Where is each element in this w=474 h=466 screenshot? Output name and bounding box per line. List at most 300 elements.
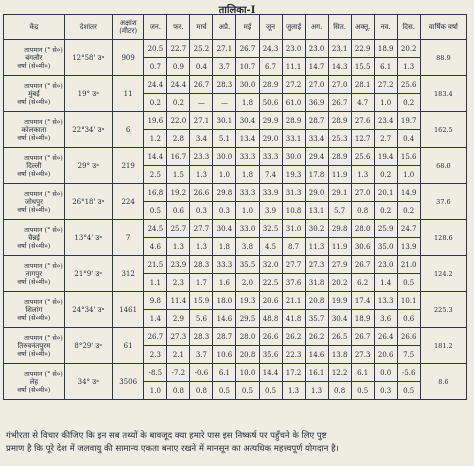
altitude-cell: 6 xyxy=(112,112,143,148)
altitude-cell: 224 xyxy=(112,184,143,220)
rainfall-cell: 3.6 xyxy=(374,310,397,328)
temperature-cell: 23.3 xyxy=(190,148,213,166)
temperature-cell: 30.0 xyxy=(282,148,305,166)
rainfall-cell: 5.7 xyxy=(328,202,351,220)
temperature-cell: 20.2 xyxy=(397,40,420,58)
rainfall-cell: 18.9 xyxy=(351,310,374,328)
rainfall-cell: 13.1 xyxy=(305,202,328,220)
rainfall-cell: 0.2 xyxy=(144,94,167,112)
station-cell xyxy=(4,256,65,292)
temperature-label: तापमान (° से०) xyxy=(24,45,63,54)
temperature-cell: 28.9 xyxy=(328,148,351,166)
rainfall-label: वर्षा (से०मी०) xyxy=(17,205,51,214)
temperature-cell: 32.5 xyxy=(259,220,282,238)
temperature-cell: 29.0 xyxy=(305,184,328,202)
temperature-cell: 20.5 xyxy=(144,40,167,58)
annual-rainfall-cell: 88.9 xyxy=(420,40,466,76)
temperature-cell: 29.8 xyxy=(213,184,236,202)
rainfall-cell: 14.7 xyxy=(305,58,328,76)
rainfall-cell: 12.7 xyxy=(351,130,374,148)
temperature-cell: 26.7 xyxy=(190,76,213,94)
rainfall-cell: 4.5 xyxy=(259,238,282,256)
rainfall-cell: 2.8 xyxy=(167,130,190,148)
station-name: चैन्नई xyxy=(27,233,40,242)
temperature-cell: 25.6 xyxy=(351,148,374,166)
rainfall-cell: 3.7 xyxy=(213,58,236,76)
temperature-cell: 31.0 xyxy=(282,220,305,238)
rainfall-cell: 36.9 xyxy=(305,94,328,112)
temperature-cell: 19.7 xyxy=(397,112,420,130)
rainfall-cell: 20.6 xyxy=(374,346,397,364)
rainfall-label: वर्षा (से०मी०) xyxy=(17,277,51,286)
station-cell xyxy=(4,292,65,328)
annual-rainfall-cell: 225.3 xyxy=(420,292,466,328)
rainfall-cell: 10.8 xyxy=(282,202,305,220)
rainfall-cell: 20.8 xyxy=(236,346,259,364)
temperature-cell: 30.0 xyxy=(213,148,236,166)
rainfall-cell: 0.3 xyxy=(190,202,213,220)
temperature-cell: 26.7 xyxy=(236,40,259,58)
temperature-label: तापमान (° से०) xyxy=(24,117,63,126)
rainfall-cell: 22.5 xyxy=(259,274,282,292)
rainfall-cell: 13.4 xyxy=(236,130,259,148)
rainfall-label: वर्षा (से०मी०) xyxy=(17,241,51,250)
header-cell: मार्च xyxy=(190,15,213,40)
table-row-temperature xyxy=(4,40,467,58)
rainfall-cell: 7.4 xyxy=(259,166,282,184)
station-cell xyxy=(4,76,65,112)
temperature-cell: 33.3 xyxy=(236,184,259,202)
temperature-cell: 28.9 xyxy=(259,76,282,94)
station-name: शिलांग xyxy=(25,305,43,314)
header-cell: मई xyxy=(236,15,259,40)
altitude-cell: 3506 xyxy=(112,364,143,400)
rainfall-cell: 30.6 xyxy=(351,238,374,256)
temperature-cell: 15.6 xyxy=(397,148,420,166)
station-cell xyxy=(4,112,65,148)
temperature-cell: 28.0 xyxy=(351,220,374,238)
rainfall-cell: 0.6 xyxy=(167,202,190,220)
paragraph-line: प्रमाण है कि पूरे देश में जलवायु की सामान्य एकता बनाए रखने में मानसून का अत्यधिक महत्त्वपूर्ण योगदान है। xyxy=(6,444,339,454)
table-row-temperature xyxy=(4,148,467,166)
altitude-cell: 1461 xyxy=(112,292,143,328)
table-body xyxy=(4,40,467,400)
temperature-cell: 15.9 xyxy=(190,292,213,310)
temperature-cell: 18.0 xyxy=(213,292,236,310)
temperature-cell: 26.7 xyxy=(144,328,167,346)
rainfall-cell: 0.7 xyxy=(144,58,167,76)
temperature-cell: 26.7 xyxy=(351,256,374,274)
temperature-cell: 30.4 xyxy=(213,220,236,238)
temperature-cell: 28.3 xyxy=(213,76,236,94)
station-name: बंगलौर xyxy=(25,53,43,62)
header-cell: फर. xyxy=(167,15,190,40)
temperature-cell: 26.5 xyxy=(328,328,351,346)
table-title: तालिका-I xyxy=(218,5,256,16)
table-row-temperature xyxy=(4,76,467,94)
temperature-cell: 28.3 xyxy=(190,256,213,274)
rainfall-cell: 4.7 xyxy=(351,94,374,112)
temperature-cell: 23.9 xyxy=(167,256,190,274)
temperature-cell: 27.1 xyxy=(190,112,213,130)
rainfall-cell: 0.5 xyxy=(397,274,420,292)
temperature-cell: 26.6 xyxy=(259,328,282,346)
temperature-cell: 27.9 xyxy=(328,256,351,274)
latitude-cell: 12°58' उ॰ xyxy=(64,40,112,76)
station-cell xyxy=(4,364,65,400)
temperature-cell: 14.9 xyxy=(397,184,420,202)
rainfall-cell: 7.5 xyxy=(397,346,420,364)
rainfall-cell: 1.3 xyxy=(190,166,213,184)
temperature-cell: 23.4 xyxy=(374,112,397,130)
temperature-cell: 19.3 xyxy=(236,292,259,310)
rainfall-cell: 0.4 xyxy=(190,58,213,76)
header-cell: जन. xyxy=(144,15,167,40)
temperature-cell: 18.9 xyxy=(374,40,397,58)
temperature-cell: 22.0 xyxy=(167,112,190,130)
temperature-cell: 24.5 xyxy=(144,220,167,238)
rainfall-label: वर्षा (से०मी०) xyxy=(17,385,51,394)
temperature-cell: 26.6 xyxy=(397,328,420,346)
temperature-cell: 33.3 xyxy=(213,256,236,274)
temperature-cell: 25.2 xyxy=(190,40,213,58)
temperature-cell: 29.9 xyxy=(259,112,282,130)
rainfall-label: वर्षा (से०मी०) xyxy=(17,97,51,106)
rainfall-cell: 0.5 xyxy=(351,382,374,400)
temperature-cell: 27.2 xyxy=(282,76,305,94)
rainfall-cell: 0.8 xyxy=(190,382,213,400)
temperature-cell: 25.7 xyxy=(167,220,190,238)
temperature-cell: 10.1 xyxy=(397,292,420,310)
rainfall-cell: 50.6 xyxy=(259,94,282,112)
temperature-cell: 19.4 xyxy=(374,148,397,166)
temperature-label: तापमान (° से०) xyxy=(24,369,63,378)
temperature-cell: 13.3 xyxy=(374,292,397,310)
rainfall-cell: 4.6 xyxy=(144,238,167,256)
station-cell xyxy=(4,328,65,364)
rainfall-cell: 35.0 xyxy=(374,238,397,256)
latitude-cell: 29° उ॰ xyxy=(64,148,112,184)
temperature-cell: 33.0 xyxy=(236,220,259,238)
rainfall-cell: 20.2 xyxy=(328,274,351,292)
rainfall-label: वर्षा (से०मी०) xyxy=(17,133,51,142)
temperature-cell: -0.6 xyxy=(190,364,213,382)
annual-rainfall-cell: 181.2 xyxy=(420,328,466,364)
rainfall-cell: 5.6 xyxy=(190,310,213,328)
temperature-cell: 32.0 xyxy=(259,256,282,274)
rainfall-cell: 6.7 xyxy=(259,58,282,76)
table-row-temperature xyxy=(4,256,467,274)
rainfall-cell: 1.0 xyxy=(397,166,420,184)
temperature-cell: 29.8 xyxy=(328,220,351,238)
rainfall-cell: 1.8 xyxy=(236,166,259,184)
temperature-cell: 0.0 xyxy=(374,364,397,382)
temperature-label: तापमान (° से०) xyxy=(24,189,63,198)
latitude-cell: 8°29' उ॰ xyxy=(64,328,112,364)
rainfall-cell: 0.5 xyxy=(144,202,167,220)
temperature-cell: 21.0 xyxy=(397,256,420,274)
temperature-cell: 25.9 xyxy=(374,220,397,238)
latitude-cell: 19° उ॰ xyxy=(64,76,112,112)
rainfall-cell: 0.5 xyxy=(259,382,282,400)
rainfall-cell: 0.8 xyxy=(351,202,374,220)
rainfall-cell: 1.8 xyxy=(213,238,236,256)
rainfall-label: वर्षा (से०मी०) xyxy=(17,61,51,70)
rainfall-cell: 33.4 xyxy=(305,130,328,148)
temperature-cell: 27.0 xyxy=(351,184,374,202)
header-cell: अक्तू. xyxy=(351,15,374,40)
temperature-cell: 26.2 xyxy=(305,328,328,346)
latitude-cell: 24°34' उ॰ xyxy=(64,292,112,328)
rainfall-cell: 29.0 xyxy=(259,130,282,148)
temperature-cell: 28.9 xyxy=(328,112,351,130)
rainfall-cell: 6.1 xyxy=(374,58,397,76)
station-name: कोलकाता xyxy=(21,125,47,134)
station-name: लेह xyxy=(29,377,39,386)
rainfall-cell: 3.9 xyxy=(259,202,282,220)
rainfall-cell: 0.5 xyxy=(236,382,259,400)
rainfall-cell: 1.0 xyxy=(213,166,236,184)
header-cell: जुलाई xyxy=(282,15,305,40)
temperature-cell: 28.9 xyxy=(282,112,305,130)
rainfall-cell: 30.4 xyxy=(328,310,351,328)
table-row-temperature xyxy=(4,184,467,202)
rainfall-label: वर्षा (से०मी०) xyxy=(17,349,51,358)
rainfall-cell: 0.8 xyxy=(328,382,351,400)
temperature-cell: 27.2 xyxy=(374,76,397,94)
rainfall-cell: 41.8 xyxy=(282,310,305,328)
rainfall-cell: 1.7 xyxy=(190,274,213,292)
header-cell: वार्षिक वर्षा xyxy=(420,15,466,40)
temperature-cell: 6.1 xyxy=(213,364,236,382)
header-cell: अग. xyxy=(305,15,328,40)
rainfall-cell: 1.0 xyxy=(236,202,259,220)
temperature-label: तापमान (° से०) xyxy=(24,81,63,90)
rainfall-cell: 13.9 xyxy=(397,238,420,256)
temperature-cell: 19.2 xyxy=(167,184,190,202)
header-cell: अक्षांश (मीटर) xyxy=(112,15,143,40)
altitude-cell: 7 xyxy=(112,220,143,256)
temperature-cell: 16.7 xyxy=(167,148,190,166)
temperature-cell: 28.3 xyxy=(190,328,213,346)
table-row-temperature xyxy=(4,220,467,238)
rainfall-label: वर्षा (से०मी०) xyxy=(17,169,51,178)
temperature-cell: 30.1 xyxy=(213,112,236,130)
temperature-cell: -5.6 xyxy=(397,364,420,382)
temperature-cell: 27.6 xyxy=(351,112,374,130)
rainfall-cell: 61.0 xyxy=(282,94,305,112)
rainfall-cell: 0.5 xyxy=(397,382,420,400)
temperature-cell: 14.4 xyxy=(259,364,282,382)
annual-rainfall-cell: 128.6 xyxy=(420,220,466,256)
rainfall-cell: 25.3 xyxy=(328,130,351,148)
rainfall-cell: 1.6 xyxy=(213,274,236,292)
station-cell xyxy=(4,184,65,220)
temperature-cell: 12.2 xyxy=(328,364,351,382)
temperature-cell: 20.8 xyxy=(305,292,328,310)
temperature-cell: 11.4 xyxy=(167,292,190,310)
rainfall-cell: 1.3 xyxy=(282,382,305,400)
header-cell: सित. xyxy=(328,15,351,40)
table-row-temperature xyxy=(4,112,467,130)
rainfall-cell: 1.5 xyxy=(167,166,190,184)
rainfall-cell: 2.0 xyxy=(236,274,259,292)
rainfall-cell: 11.9 xyxy=(328,238,351,256)
temperature-cell: 21.5 xyxy=(144,256,167,274)
rainfall-cell: 35.7 xyxy=(305,310,328,328)
rainfall-cell: 3.8 xyxy=(236,238,259,256)
temperature-cell: 27.1 xyxy=(213,40,236,58)
temperature-cell: 16.1 xyxy=(305,364,328,382)
temperature-cell: 22.7 xyxy=(167,40,190,58)
station-name: नागपुर xyxy=(25,269,43,278)
temperature-cell: 23.0 xyxy=(374,256,397,274)
temperature-label: तापमान (° से०) xyxy=(24,225,63,234)
rainfall-cell: 11.9 xyxy=(328,166,351,184)
temperature-cell: 33.9 xyxy=(259,184,282,202)
rainfall-cell: 0.2 xyxy=(167,94,190,112)
rainfall-cell: 0.3 xyxy=(374,382,397,400)
rainfall-cell: 1.0 xyxy=(374,94,397,112)
rainfall-cell: 1.4 xyxy=(374,274,397,292)
station-name: दिल्ली xyxy=(26,161,42,170)
temperature-cell: 24.7 xyxy=(397,220,420,238)
station-cell xyxy=(4,220,65,256)
temperature-cell: 28.0 xyxy=(236,328,259,346)
rainfall-cell: 1.3 xyxy=(351,166,374,184)
station-name: जोधपुर xyxy=(24,197,43,206)
rainfall-cell: — xyxy=(190,94,213,112)
temperature-cell: 21.1 xyxy=(282,292,305,310)
rainfall-cell: 22.3 xyxy=(282,346,305,364)
temperature-cell: 28.7 xyxy=(305,112,328,130)
rainfall-cell: 1.4 xyxy=(144,310,167,328)
rainfall-cell: 2.3 xyxy=(167,274,190,292)
temperature-cell: 26.7 xyxy=(351,328,374,346)
rainfall-cell: 2.3 xyxy=(144,346,167,364)
temperature-cell: 27.3 xyxy=(167,328,190,346)
rainfall-label: वर्षा (से०मी०) xyxy=(17,313,51,322)
climate-table xyxy=(3,14,467,400)
temperature-cell: 20.6 xyxy=(259,292,282,310)
temperature-cell: 30.0 xyxy=(236,76,259,94)
rainfall-cell: 27.3 xyxy=(351,346,374,364)
altitude-cell: 909 xyxy=(112,40,143,76)
rainfall-cell: 0.2 xyxy=(397,94,420,112)
rainfall-cell: 13.8 xyxy=(328,346,351,364)
temperature-cell: 25.6 xyxy=(397,76,420,94)
rainfall-cell: 0.6 xyxy=(397,310,420,328)
rainfall-cell: 15.5 xyxy=(351,58,374,76)
annual-rainfall-cell: 183.4 xyxy=(420,76,466,112)
rainfall-cell: 0.2 xyxy=(374,166,397,184)
closing-paragraph xyxy=(6,430,468,456)
temperature-cell: 16.8 xyxy=(144,184,167,202)
latitude-cell: 26°18' उ॰ xyxy=(64,184,112,220)
rainfall-cell: — xyxy=(213,94,236,112)
temperature-cell: 9.8 xyxy=(144,292,167,310)
latitude-cell: 34° उ॰ xyxy=(64,364,112,400)
temperature-cell: -8.5 xyxy=(144,364,167,382)
rainfall-cell: 26.7 xyxy=(328,94,351,112)
temperature-cell: 26.4 xyxy=(374,328,397,346)
rainfall-cell: 19.3 xyxy=(282,166,305,184)
station-name: तिरुवनंतपुरम xyxy=(17,341,51,350)
temperature-cell: 29.4 xyxy=(305,148,328,166)
temperature-cell: 24.4 xyxy=(144,76,167,94)
rainfall-cell: 31.8 xyxy=(305,274,328,292)
temperature-cell: 31.3 xyxy=(282,184,305,202)
rainfall-cell: 8.7 xyxy=(282,238,305,256)
rainfall-cell: 35.6 xyxy=(259,346,282,364)
rainfall-cell: 1.8 xyxy=(236,94,259,112)
annual-rainfall-cell: 37.6 xyxy=(420,184,466,220)
temperature-cell: 30.4 xyxy=(236,112,259,130)
rainfall-cell: 37.6 xyxy=(282,274,305,292)
rainfall-cell: 14.6 xyxy=(213,310,236,328)
table-row-temperature xyxy=(4,364,467,382)
rainfall-cell: 11.1 xyxy=(282,58,305,76)
temperature-cell: 23.0 xyxy=(305,40,328,58)
temperature-cell: 19.9 xyxy=(328,292,351,310)
annual-rainfall-cell: 162.5 xyxy=(420,112,466,148)
table-row-temperature xyxy=(4,292,467,310)
header-cell: अप्रै. xyxy=(213,15,236,40)
rainfall-cell: 2.1 xyxy=(167,346,190,364)
temperature-label: तापमान (° से०) xyxy=(24,297,63,306)
rainfall-cell: 14.6 xyxy=(305,346,328,364)
header-cell: जून xyxy=(259,15,282,40)
temperature-cell: -7.2 xyxy=(167,364,190,382)
temperature-label: तापमान (° से०) xyxy=(24,261,63,270)
annual-rainfall-cell: 8.6 xyxy=(420,364,466,400)
temperature-cell: 29.1 xyxy=(328,184,351,202)
rainfall-cell: 6.2 xyxy=(351,274,374,292)
rainfall-cell: 3.7 xyxy=(190,346,213,364)
rainfall-cell: 1.2 xyxy=(144,130,167,148)
temperature-cell: 17.2 xyxy=(282,364,305,382)
rainfall-cell: 1.3 xyxy=(305,382,328,400)
temperature-cell: 28.7 xyxy=(213,328,236,346)
temperature-label: तापमान (° से०) xyxy=(24,333,63,342)
station-cell xyxy=(4,40,65,76)
rainfall-cell: 1.3 xyxy=(167,238,190,256)
rainfall-cell: 10.6 xyxy=(213,346,236,364)
temperature-label: तापमान (° से०) xyxy=(24,153,63,162)
latitude-cell: 13°4' उ॰ xyxy=(64,220,112,256)
header-cell: दिस. xyxy=(397,15,420,40)
rainfall-cell: 2.7 xyxy=(374,130,397,148)
temperature-cell: 27.7 xyxy=(190,220,213,238)
header-row xyxy=(4,15,467,40)
annual-rainfall-cell: 68.0 xyxy=(420,148,466,184)
temperature-cell: 27.3 xyxy=(305,256,328,274)
rainfall-cell: 11.3 xyxy=(305,238,328,256)
rainfall-cell: 0.2 xyxy=(397,202,420,220)
temperature-cell: 10.0 xyxy=(236,364,259,382)
altitude-cell: 11 xyxy=(112,76,143,112)
rainfall-cell: 0.5 xyxy=(213,382,236,400)
rainfall-cell: 29.5 xyxy=(236,310,259,328)
temperature-cell: 22.9 xyxy=(351,40,374,58)
temperature-cell: 24.4 xyxy=(167,76,190,94)
rainfall-cell: 0.2 xyxy=(374,202,397,220)
temperature-cell: 23.0 xyxy=(282,40,305,58)
table-row-temperature xyxy=(4,328,467,346)
temperature-cell: 26.6 xyxy=(190,184,213,202)
header-cell: देशांतर xyxy=(64,15,112,40)
temperature-cell: 27.7 xyxy=(282,256,305,274)
